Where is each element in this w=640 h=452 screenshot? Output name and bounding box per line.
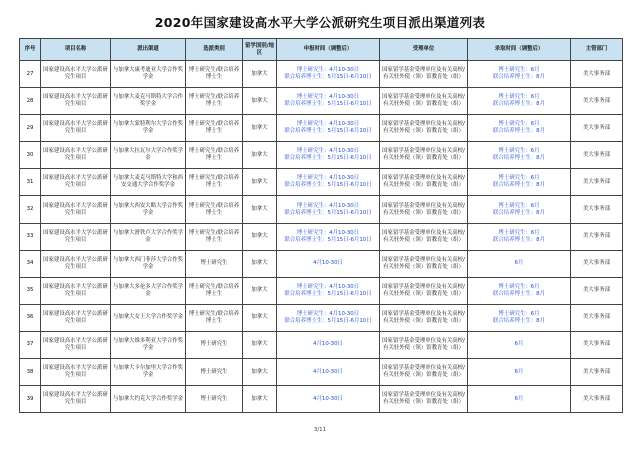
header-cell: 项目名称 [41,39,111,61]
cell-country: 加拿大 [243,386,277,413]
time-line: 博士研究生：6月 [498,175,540,182]
cell-number: 28 [20,88,41,115]
cell-department: 美大事务部 [571,115,623,142]
time-line: 博士研究生：6月 [498,283,540,290]
cell-category: 博士研究生/联合培养博士生 [186,304,243,331]
header-cell: 录取时间（调整后） [468,39,571,61]
cell-category: 博士研究生/联合培养博士生 [186,88,243,115]
table-row [20,277,623,304]
cell-project-name: 国家建设高水平大学公派研究生项目 [41,115,111,142]
cell-apply-time [277,115,380,142]
cell-number: 32 [20,196,41,223]
cell-project-name: 国家建设高水平大学公派研究生项目 [41,169,111,196]
cell-accepting-unit: 国家留学基金受理单位及有关高校/有关驻外使（领）馆教育处（组） [380,196,468,223]
time-line: 博士研究生：4月10-30日 [296,121,360,128]
cell-apply-time [277,61,380,88]
cell-admit-time [468,386,571,413]
time-line: 联合培养博士生：8月 [493,182,545,189]
cell-project-name: 国家建设高水平大学公派研究生项目 [41,223,111,250]
cell-project-name: 国家建设高水平大学公派研究生项目 [41,142,111,169]
header-cell: 派出渠道 [111,39,186,61]
cell-number: 29 [20,115,41,142]
cell-admit-time [468,169,571,196]
table-row [20,386,623,413]
table-row [20,359,623,386]
cell-admit-time [468,359,571,386]
cell-project-name: 国家建设高水平大学公派研究生项目 [41,359,111,386]
cell-channel: 与加拿大女王大学合作奖学金 [111,304,186,331]
page-title: 2020年国家建设高水平大学公派研究生项目派出渠道列表 [154,15,486,30]
cell-admit-time [468,223,571,250]
cell-project-name: 国家建设高水平大学公派研究生项目 [41,331,111,358]
time-line: 6月 [514,395,524,402]
cell-category: 博士研究生/联合培养博士生 [186,115,243,142]
cell-number: 31 [20,169,41,196]
cell-channel: 与加拿大康考迪亚大学合作奖学金 [111,61,186,88]
time-line: 博士研究生：6月 [498,121,540,128]
time-line: 博士研究生：6月 [498,67,540,74]
cell-department: 美大事务部 [571,359,623,386]
time-line: 联合培养博士生：8月 [493,236,545,243]
cell-apply-time [277,277,380,304]
cell-accepting-unit: 国家留学基金受理单位及有关高校/有关驻外使（领）馆教育处（组） [380,250,468,277]
cell-department: 美大事务部 [571,196,623,223]
cell-admit-time [468,61,571,88]
cell-country: 加拿大 [243,304,277,331]
header-cell: 序号 [20,39,41,61]
page-number: 3/11 [313,427,327,433]
cell-number: 35 [20,277,41,304]
time-line: 联合培养博士生：8月 [493,155,545,162]
time-line: 6月 [514,341,524,348]
cell-accepting-unit: 国家留学基金受理单位及有关高校/有关驻外使（领）馆教育处（组） [380,331,468,358]
cell-apply-time [277,331,380,358]
time-line: 4月10-30日 [313,341,343,348]
table-row [20,304,623,331]
cell-project-name: 国家建设高水平大学公派研究生项目 [41,250,111,277]
cell-accepting-unit: 国家留学基金受理单位及有关高校/有关驻外使（领）馆教育处（组） [380,115,468,142]
time-line: 博士研究生：4月10-30日 [296,229,360,236]
cell-department: 美大事务部 [571,331,623,358]
cell-channel: 与加拿大维多利亚大学合作奖学金 [111,331,186,358]
cell-number: 34 [20,250,41,277]
cell-department: 美大事务部 [571,61,623,88]
cell-accepting-unit: 国家留学基金受理单位及有关高校/有关驻外使（领）馆教育处（组） [380,223,468,250]
cell-accepting-unit: 国家留学基金受理单位及有关高校/有关驻外使（领）馆教育处（组） [380,142,468,169]
cell-channel: 与加拿大西门菲莎大学合作奖学金 [111,250,186,277]
time-line: 博士研究生：4月10-30日 [296,310,360,317]
cell-accepting-unit: 国家留学基金受理单位及有关高校/有关驻外使（领）馆教育处（组） [380,386,468,413]
time-line: 4月10-30日 [313,368,343,375]
cell-category: 博士研究生 [186,359,243,386]
time-line: 博士研究生：4月10-30日 [296,94,360,101]
header-cell: 留学国别/地区 [243,39,277,61]
cell-number: 33 [20,223,41,250]
cell-project-name: 国家建设高水平大学公派研究生项目 [41,88,111,115]
cell-apply-time [277,223,380,250]
cell-admit-time [468,331,571,358]
cell-apply-time [277,142,380,169]
cell-channel: 与加拿大约克大学合作奖学金 [111,386,186,413]
time-line: 4月10-30日 [313,395,343,402]
cell-category: 博士研究生 [186,386,243,413]
time-line: 博士研究生：4月10-30日 [296,148,360,155]
cell-channel: 与加拿大卡尔加里大学合作奖学金 [111,359,186,386]
cell-project-name: 国家建设高水平大学公派研究生项目 [41,304,111,331]
cell-country: 加拿大 [243,359,277,386]
time-line: 联合培养博士生：5月15日-6月10日 [284,155,372,162]
cell-department: 美大事务部 [571,88,623,115]
cell-category: 博士研究生/联合培养博士生 [186,142,243,169]
cell-accepting-unit: 国家留学基金受理单位及有关高校/有关驻外使（领）馆教育处（组） [380,277,468,304]
cell-department: 美大事务部 [571,250,623,277]
cell-apply-time [277,250,380,277]
time-line: 博士研究生：6月 [498,229,540,236]
cell-admit-time [468,277,571,304]
table-row [20,223,623,250]
header-cell: 受理单位 [380,39,468,61]
cell-number: 36 [20,304,41,331]
cell-apply-time [277,196,380,223]
table-row [20,88,623,115]
time-line: 联合培养博士生：8月 [493,128,545,135]
cell-department: 美大事务部 [571,277,623,304]
cell-accepting-unit: 国家留学基金受理单位及有关高校/有关驻外使（领）馆教育处（组） [380,61,468,88]
time-line: 联合培养博士生：5月15日-6月10日 [284,74,372,81]
cell-channel: 与加拿大麦克马斯特大学和西安交通大学合作奖学金 [111,169,186,196]
cell-number: 38 [20,359,41,386]
cell-accepting-unit: 国家留学基金受理单位及有关高校/有关驻外使（领）馆教育处（组） [380,88,468,115]
cell-apply-time [277,304,380,331]
cell-category: 博士研究生 [186,250,243,277]
cell-apply-time [277,169,380,196]
cell-department: 美大事务部 [571,304,623,331]
time-line: 联合培养博士生：5月15日-6月10日 [284,209,372,216]
cell-project-name: 国家建设高水平大学公派研究生项目 [41,61,111,88]
cell-category: 博士研究生/联合培养博士生 [186,196,243,223]
table-row [20,169,623,196]
cell-channel: 与加拿大拉瓦尔大学合作奖学金 [111,142,186,169]
header-cell: 选派类别 [186,39,243,61]
cell-number: 39 [20,386,41,413]
table-body [20,61,623,413]
table-row [20,196,623,223]
cell-category: 博士研究生/联合培养博士生 [186,61,243,88]
time-line: 联合培养博士生：5月15日-6月10日 [284,101,372,108]
cell-number: 27 [20,61,41,88]
time-line: 联合培养博士生：5月15日-6月10日 [284,182,372,189]
cell-admit-time [468,196,571,223]
time-line: 博士研究生：6月 [498,94,540,101]
cell-number: 37 [20,331,41,358]
cell-category: 博士研究生/联合培养博士生 [186,169,243,196]
time-line: 博士研究生：4月10-30日 [296,283,360,290]
cell-country: 加拿大 [243,223,277,250]
time-line: 联合培养博士生：8月 [493,101,545,108]
header-cell: 主管部门 [571,39,623,61]
table-row [20,250,623,277]
time-line: 联合培养博士生：5月15日-6月10日 [284,317,372,324]
cell-admit-time [468,88,571,115]
time-line: 博士研究生：4月10-30日 [296,202,360,209]
time-line: 联合培养博士生：5月15日-6月10日 [284,290,372,297]
table-row [20,142,623,169]
cell-country: 加拿大 [243,250,277,277]
time-line: 联合培养博士生：8月 [493,74,545,81]
time-line: 联合培养博士生：8月 [493,317,545,324]
time-line: 联合培养博士生：8月 [493,209,545,216]
cell-country: 加拿大 [243,331,277,358]
time-line: 博士研究生：6月 [498,148,540,155]
cell-country: 加拿大 [243,88,277,115]
cell-apply-time [277,359,380,386]
cell-country: 加拿大 [243,169,277,196]
time-line: 博士研究生：6月 [498,202,540,209]
time-line: 联合培养博士生：8月 [493,290,545,297]
cell-admit-time [468,115,571,142]
cell-country: 加拿大 [243,142,277,169]
cell-channel: 与加拿大西安大略大学合作奖学金 [111,196,186,223]
time-line: 联合培养博士生：5月15日-6月10日 [284,128,372,135]
time-line: 4月10-30日 [313,260,343,267]
time-line: 联合培养博士生：5月15日-6月10日 [284,236,372,243]
time-line: 6月 [514,260,524,267]
time-line: 6月 [514,368,524,375]
cell-project-name: 国家建设高水平大学公派研究生项目 [41,196,111,223]
cell-department: 美大事务部 [571,223,623,250]
table-row [20,115,623,142]
cell-category: 博士研究生 [186,331,243,358]
header-cell: 申报时间（调整后） [277,39,380,61]
time-line: 博士研究生：4月10-30日 [296,67,360,74]
cell-channel: 与加拿大麦克马斯特大学合作奖学金 [111,88,186,115]
cell-project-name: 国家建设高水平大学公派研究生项目 [41,277,111,304]
cell-country: 加拿大 [243,196,277,223]
cell-department: 美大事务部 [571,386,623,413]
cell-country: 加拿大 [243,115,277,142]
table-row [20,331,623,358]
cell-category: 博士研究生/联合培养博士生 [186,223,243,250]
cell-department: 美大事务部 [571,169,623,196]
cell-category: 博士研究生/联合培养博士生 [186,277,243,304]
cell-channel: 与加拿大滑铁卢大学合作奖学金 [111,223,186,250]
cell-channel: 与加拿大蒙特利尔大学合作奖学金 [111,115,186,142]
time-line: 博士研究生：4月10-30日 [296,175,360,182]
table-row [20,61,623,88]
cell-accepting-unit: 国家留学基金受理单位及有关高校/有关驻外使（领）馆教育处（组） [380,169,468,196]
table-header-row [20,39,623,61]
cell-project-name: 国家建设高水平大学公派研究生项目 [41,386,111,413]
cell-number: 30 [20,142,41,169]
time-line: 博士研究生：6月 [498,310,540,317]
cell-admit-time [468,250,571,277]
cell-channel: 与加拿大多伦多大学合作奖学金 [111,277,186,304]
cell-apply-time [277,386,380,413]
channel-table [19,38,623,413]
cell-apply-time [277,88,380,115]
cell-country: 加拿大 [243,61,277,88]
cell-admit-time [468,142,571,169]
cell-country: 加拿大 [243,277,277,304]
cell-accepting-unit: 国家留学基金受理单位及有关高校/有关驻外使（领）馆教育处（组） [380,304,468,331]
cell-admit-time [468,304,571,331]
cell-department: 美大事务部 [571,142,623,169]
cell-accepting-unit: 国家留学基金受理单位及有关高校/有关驻外使（领）馆教育处（组） [380,359,468,386]
